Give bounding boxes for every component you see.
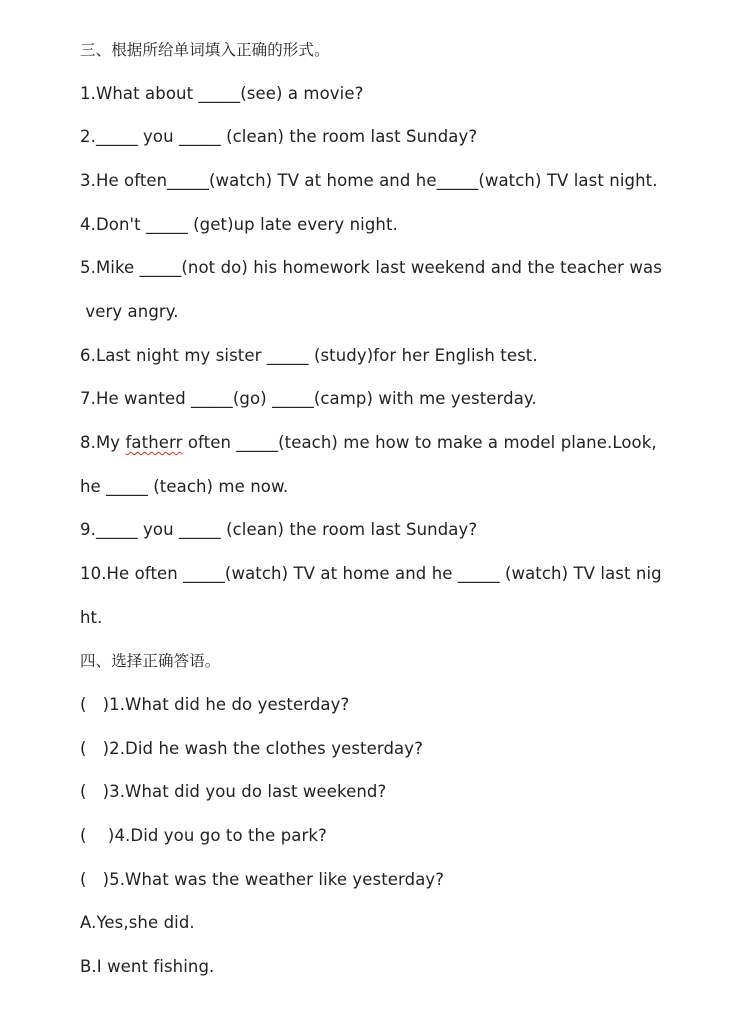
section-4-heading: 四、选择正确答语。 bbox=[80, 652, 221, 670]
section-3-heading: 三、根据所给单词填入正确的形式。 bbox=[80, 41, 330, 59]
exercise-8-prefix: 8.My bbox=[80, 433, 126, 452]
question-1: ( )1.What did he do yesterday? bbox=[80, 695, 350, 714]
exercise-4: 4.Don't _____ (get)up late every night. bbox=[80, 215, 398, 234]
exercise-3: 3.He often_____(watch) TV at home and he_____(watch) TV last night. bbox=[80, 171, 658, 190]
exercise-5-line-1: 5.Mike _____(not do) his homework last weekend and the teacher was bbox=[80, 258, 662, 277]
question-4: ( )4.Did you go to the park? bbox=[80, 826, 327, 845]
exercise-10-line-2: ht. bbox=[80, 608, 103, 627]
exercise-9: 9._____ you _____ (clean) the room last Sunday? bbox=[80, 520, 478, 539]
exercise-7: 7.He wanted _____(go) _____(camp) with me yesterday. bbox=[80, 389, 537, 408]
answer-option-b: B.I went fishing. bbox=[80, 957, 215, 976]
exercise-8-rest: often _____(teach) me how to make a model plane.Look, bbox=[182, 433, 657, 452]
exercise-8-line-2: he _____ (teach) me now. bbox=[80, 477, 289, 496]
exercise-6: 6.Last night my sister _____ (study)for her English test. bbox=[80, 346, 538, 365]
question-3: ( )3.What did you do last weekend? bbox=[80, 782, 387, 801]
answer-option-a: A.Yes,she did. bbox=[80, 913, 195, 932]
misspelled-word: fatherr bbox=[125, 433, 183, 452]
exercise-8-line-1 bbox=[80, 432, 657, 454]
exercise-10-line-1: 10.He often _____(watch) TV at home and he _____ (watch) TV last nig bbox=[80, 564, 662, 583]
exercise-1: 1.What about _____(see) a movie? bbox=[80, 84, 364, 103]
question-5: ( )5.What was the weather like yesterday? bbox=[80, 870, 445, 889]
exercise-2: 2._____ you _____ (clean) the room last Sunday? bbox=[80, 127, 478, 146]
question-2: ( )2.Did he wash the clothes yesterday? bbox=[80, 739, 423, 758]
exercise-5-line-2: very angry. bbox=[80, 302, 179, 321]
